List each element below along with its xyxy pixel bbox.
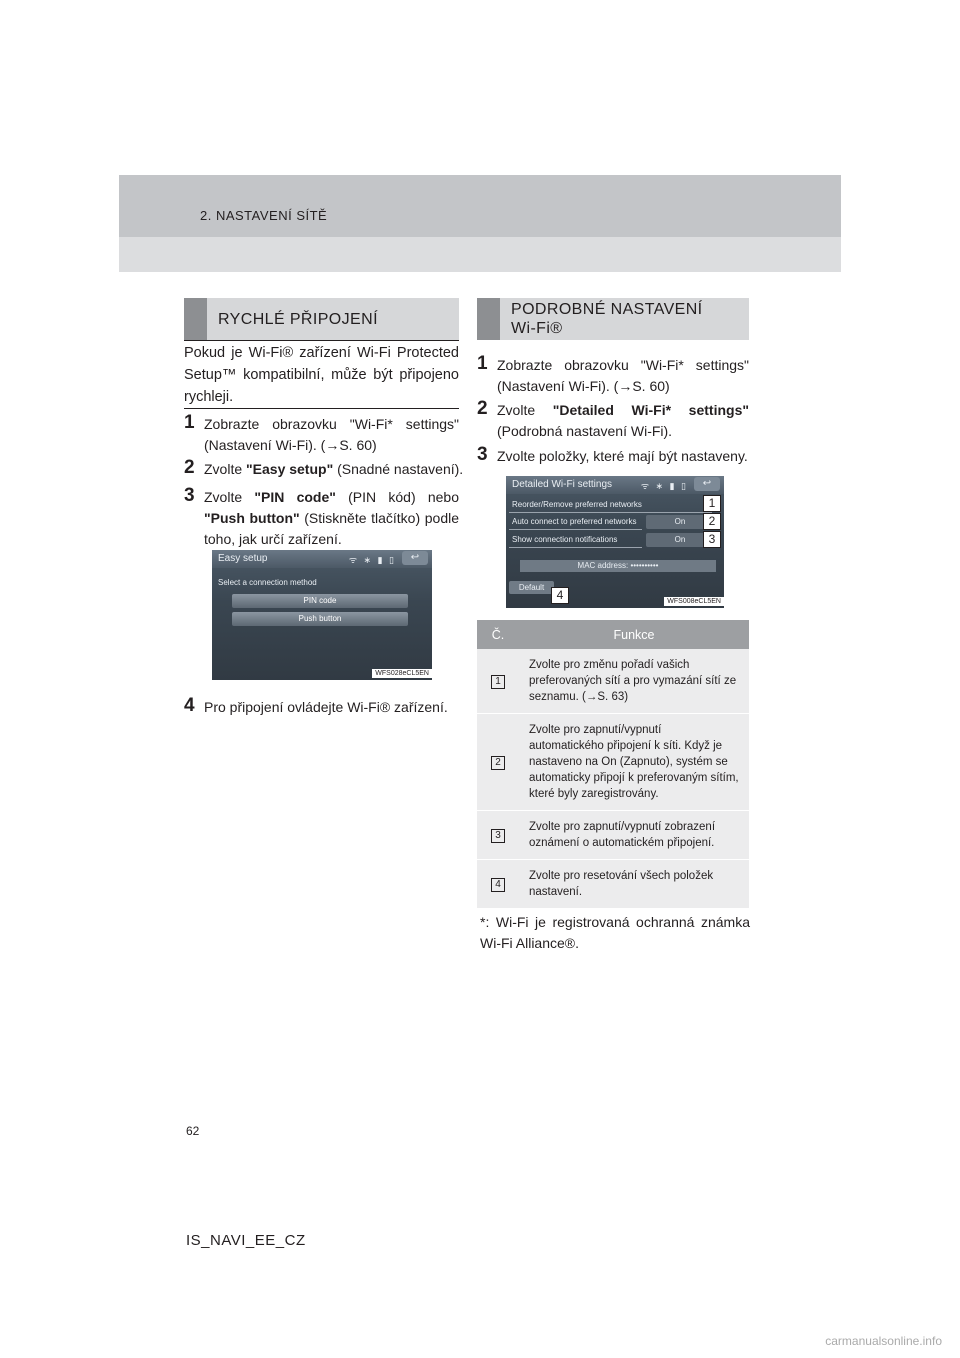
back-icon: ↩ [694,477,720,491]
header-subband [119,237,841,272]
easy-setup-screenshot [212,550,432,680]
mac-address: MAC address: •••••••••• [520,560,716,572]
right-step-1: 1 Zobrazte obrazovku "Wi-Fi* settings" (Nastavení Wi-Fi). (→S. 60) [477,353,749,394]
detailed-settings-heading [477,298,749,340]
callout-1: 1 [703,495,721,512]
page-number: 62 [186,1124,200,1138]
detailed-wifi-screenshot [506,476,724,608]
quick-connect-heading [184,298,459,340]
callout-3: 3 [703,531,721,548]
function-table [477,620,749,909]
image-code: WFS028eCL5EN [372,669,432,678]
image-code: WFS008eCL5EN [664,597,724,606]
footnote: *: Wi-Fi je registrovaná ochranná známka Wi-Fi Alliance®. [480,914,750,951]
table-row: 3 Zvolte pro zapnutí/vypnutí zobrazení oznámení o automatickém připojení. [477,811,749,860]
reorder-networks-row: Reorder/Remove preferred networks [509,498,712,513]
right-step-3: 3 Zvolte položky, které mají být nastaveny. [477,444,748,465]
screen-title: Easy setup [218,553,268,564]
section-title: 2. NASTAVENÍ SÍTĚ [200,208,328,223]
auto-connect-value: On [646,515,714,529]
document-code: IS_NAVI_EE_CZ [186,1232,306,1249]
screen-title: Detailed Wi-Fi settings [512,479,613,490]
callout-4: 4 [551,587,569,604]
watermark: carmanualsonline.info [825,1334,942,1348]
auto-connect-row: Auto connect to preferred networks [509,515,642,530]
heading-bar [477,298,500,340]
table-row: 4 Zvolte pro resetování všech položek nastavení. [477,860,749,909]
col-number-header: Č. [477,620,519,649]
heading-bar [184,298,207,340]
left-step-1: 1 Zobrazte obrazovku "Wi-Fi* settings" (Nastavení Wi-Fi). (→S. 60) [184,412,459,453]
col-function-header: Funkce [519,620,749,649]
quick-connect-heading-text: RYCHLÉ PŘIPOJENÍ [218,310,378,328]
right-step-2: 2 Zvolte "Detailed Wi-Fi* settings" (Podrobná nastavení Wi-Fi). [477,398,749,439]
status-icons: ᯤ ∗ ▮ ▯ [640,481,688,491]
left-step-2: 2 Zvolte "Easy setup" (Snadné nastavení). [184,457,464,478]
default-button: Default [509,581,554,594]
header-band [119,175,841,237]
left-step-4: 4 Pro připojení ovládejte Wi-Fi® zařízení. [184,695,448,716]
pin-code-button: PIN code [232,594,408,608]
table-row: 1 Zvolte pro změnu pořadí vašich preferovaných sítí a pro vymazání sítí ze seznamu. (→S. 63) [477,649,749,714]
notifications-row: Show connection notifications [509,533,642,548]
notifications-value: On [646,533,714,547]
back-icon: ↩ [402,551,428,565]
callout-2: 2 [703,513,721,530]
intro-note: Pokud je Wi-Fi® zařízení Wi-Fi Protected Setup™ kompatibilní, může být připojeno rychleji. [184,340,459,409]
status-icons: ᯤ ∗ ▮ ▯ [348,555,396,565]
detailed-settings-heading-text: PODROBNÉ NASTAVENÍ Wi-Fi® [511,301,703,337]
table-row: 2 Zvolte pro zapnutí/vypnutí automatického připojení k síti. Když je nastaveno na On (Zapnuto), systém se automaticky připojí k preferovaným sítím, které byly zaregistrovány. [477,714,749,811]
screen-label: Select a connection method [218,578,317,587]
push-button-button: Push button [232,612,408,626]
left-step-3: 3 Zvolte "PIN code" (PIN kód) nebo "Push button" (Stiskněte tlačítko) podle toho, jak určí zařízení. [184,485,459,547]
